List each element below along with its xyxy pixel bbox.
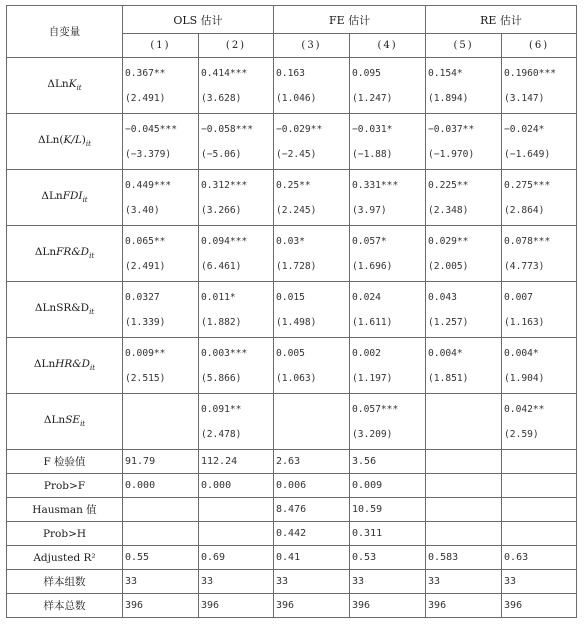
variable-subscript: it [76, 84, 82, 93]
statistic-value: 33 [274, 570, 350, 594]
estimate-cell [123, 114, 199, 170]
variable-suffix: ) [81, 134, 86, 147]
variable-symbol: FDI [62, 190, 83, 203]
t-statistic: (3.147) [504, 92, 545, 104]
estimate-cell [123, 282, 199, 338]
t-statistic: (3.40) [125, 204, 160, 216]
statistic-value: 396 [199, 594, 274, 618]
coefficient: 0.011* [201, 291, 236, 303]
statistic-label: Prob>F [7, 474, 123, 498]
coefficient: 0.043 [428, 291, 457, 303]
t-statistic: (1.611) [352, 316, 393, 328]
coefficient: 0.414*** [201, 67, 248, 79]
column-number: (1) [123, 34, 199, 58]
t-statistic: (1.046) [276, 92, 317, 104]
statistic-value: 0.41 [274, 546, 350, 570]
t-statistic: (3.209) [352, 428, 393, 440]
statistic-value: 396 [274, 594, 350, 618]
statistic-value: 0.009 [350, 474, 426, 498]
t-statistic: (1.247) [352, 92, 393, 104]
variable-name [7, 58, 123, 114]
statistic-value: 0.583 [426, 546, 502, 570]
estimate-cell [502, 338, 577, 394]
variable-subscript: it [85, 140, 91, 149]
statistic-value [502, 498, 577, 522]
estimate-cell [426, 226, 502, 282]
variable-prefix: ΔLnSR&D [34, 302, 90, 315]
variable-prefix: ΔLn [41, 190, 63, 203]
coefficient: 0.312*** [201, 179, 248, 191]
coefficient: 0.25** [276, 179, 311, 191]
t-statistic: (5.866) [201, 372, 242, 384]
statistic-value: 10.59 [350, 498, 426, 522]
coefficient: 0.0327 [125, 291, 160, 303]
coefficient: 0.163 [276, 67, 305, 79]
coefficient: 0.057*** [352, 403, 399, 415]
statistic-row [7, 498, 577, 522]
statistic-value: 112.24 [199, 450, 274, 474]
coefficient: 0.094*** [201, 235, 248, 247]
coefficient: 0.004* [504, 347, 539, 359]
estimate-cell [502, 282, 577, 338]
t-statistic: (1.063) [276, 372, 317, 384]
coefficient: 0.002 [352, 347, 381, 359]
variable-name [7, 394, 123, 450]
t-statistic: (1.339) [125, 316, 166, 328]
t-statistic: (2.491) [125, 260, 166, 272]
variable-name [7, 282, 123, 338]
coefficient: 0.154* [428, 67, 463, 79]
coefficient: 0.009** [125, 347, 166, 359]
variable-subscript: it [89, 308, 95, 317]
estimate-cell [350, 170, 426, 226]
t-statistic: (−1.970) [428, 148, 475, 160]
statistic-row [7, 522, 577, 546]
estimate-cell [199, 226, 274, 282]
statistic-value [123, 522, 199, 546]
coefficient: 0.003*** [201, 347, 248, 359]
t-statistic: (1.882) [201, 316, 242, 328]
variable-symbol: HR&D [55, 358, 91, 371]
column-number: (3) [274, 34, 350, 58]
statistic-value [199, 498, 274, 522]
estimate-cell [350, 394, 426, 450]
estimate-cell [350, 282, 426, 338]
estimate-cell [426, 114, 502, 170]
statistic-label: Hausman 值 [7, 498, 123, 522]
statistic-value: 396 [502, 594, 577, 618]
variable-row [7, 58, 577, 114]
statistic-value [123, 498, 199, 522]
statistic-value [502, 522, 577, 546]
t-statistic: (−3.379) [125, 148, 172, 160]
coefficient: −0.029** [276, 123, 323, 135]
statistic-value: 33 [426, 570, 502, 594]
estimate-cell [123, 170, 199, 226]
statistic-value [502, 474, 577, 498]
t-statistic: (2.005) [428, 260, 469, 272]
variable-name [7, 338, 123, 394]
t-statistic: (2.515) [125, 372, 166, 384]
variable-name [7, 170, 123, 226]
estimate-cell [123, 58, 199, 114]
estimate-cell [199, 114, 274, 170]
column-number: (6) [502, 34, 577, 58]
estimate-cell [274, 226, 350, 282]
t-statistic: (−2.45) [276, 148, 317, 160]
estimate-cell [502, 114, 577, 170]
estimate-cell [274, 114, 350, 170]
estimate-cell [350, 226, 426, 282]
statistic-label: 样本组数 [7, 570, 123, 594]
t-statistic: (−1.649) [504, 148, 551, 160]
statistic-value: 0.311 [350, 522, 426, 546]
estimate-cell [350, 58, 426, 114]
coefficient: 0.091** [201, 403, 242, 415]
statistic-row [7, 546, 577, 570]
t-statistic: (1.257) [428, 316, 469, 328]
estimate-cell [502, 226, 577, 282]
statistic-value [426, 474, 502, 498]
group-header-ols: OLS 估计 [123, 6, 274, 34]
variable-prefix: ΔLn [34, 246, 57, 259]
variable-row [7, 282, 577, 338]
statistic-value [426, 522, 502, 546]
estimate-cell [274, 338, 350, 394]
statistic-value: 0.55 [123, 546, 199, 570]
t-statistic: (1.851) [428, 372, 469, 384]
statistic-value [426, 450, 502, 474]
coefficient: 0.275*** [504, 179, 551, 191]
t-statistic: (1.498) [276, 316, 317, 328]
statistic-value: 0.006 [274, 474, 350, 498]
estimate-cell [502, 394, 577, 450]
t-statistic: (2.348) [428, 204, 469, 216]
statistic-value [502, 450, 577, 474]
t-statistic: (6.461) [201, 260, 242, 272]
variable-symbol: K [68, 78, 77, 91]
estimate-cell [199, 394, 274, 450]
estimate-cell [350, 338, 426, 394]
t-statistic: (1.894) [428, 92, 469, 104]
coefficient: −0.045*** [125, 123, 177, 135]
coefficient: 0.03* [276, 235, 305, 247]
statistic-value: 91.79 [123, 450, 199, 474]
t-statistic: (1.696) [352, 260, 393, 272]
estimate-cell [426, 394, 502, 450]
statistic-value: 8.476 [274, 498, 350, 522]
regression-table [6, 5, 577, 618]
variable-row [7, 170, 577, 226]
t-statistic: (−1.88) [352, 148, 393, 160]
variable-subscript: it [90, 364, 96, 373]
statistic-value: 0.442 [274, 522, 350, 546]
statistic-value: 2.63 [274, 450, 350, 474]
t-statistic: (3.266) [201, 204, 242, 216]
estimate-cell [426, 58, 502, 114]
statistic-value: 33 [199, 570, 274, 594]
statistic-value: 0.63 [502, 546, 577, 570]
estimate-cell [502, 170, 577, 226]
coefficient: 0.225** [428, 179, 469, 191]
coefficient: 0.078*** [504, 235, 551, 247]
statistic-label: 样本总数 [7, 594, 123, 618]
estimate-cell [426, 282, 502, 338]
variable-prefix: ΔLn [47, 78, 69, 91]
estimate-cell [123, 338, 199, 394]
coefficient: 0.331*** [352, 179, 399, 191]
statistic-row [7, 450, 577, 474]
variable-symbol: K/L [63, 134, 82, 147]
t-statistic: (2.864) [504, 204, 545, 216]
coefficient: 0.004* [428, 347, 463, 359]
t-statistic: (1.904) [504, 372, 545, 384]
estimate-cell [123, 394, 199, 450]
column-number: (5) [426, 34, 502, 58]
group-header-re: RE 估计 [426, 6, 577, 34]
t-statistic: (2.478) [201, 428, 242, 440]
t-statistic: (−5.06) [201, 148, 242, 160]
statistic-value: 3.56 [350, 450, 426, 474]
variable-row [7, 338, 577, 394]
estimate-cell [199, 58, 274, 114]
statistic-value: 33 [123, 570, 199, 594]
statistic-value: 0.53 [350, 546, 426, 570]
t-statistic: (2.491) [125, 92, 166, 104]
group-header-row [7, 6, 577, 34]
variable-name [7, 114, 123, 170]
estimate-cell [274, 170, 350, 226]
statistic-value: 396 [123, 594, 199, 618]
variable-prefix: ΔLn [33, 358, 56, 371]
t-statistic: (1.197) [352, 372, 393, 384]
estimate-cell [123, 226, 199, 282]
statistic-value [426, 498, 502, 522]
t-statistic: (1.163) [504, 316, 545, 328]
statistic-value: 0.000 [199, 474, 274, 498]
statistic-value: 396 [426, 594, 502, 618]
t-statistic: (1.728) [276, 260, 317, 272]
variable-subscript: it [80, 420, 86, 429]
coefficient: −0.037** [428, 123, 475, 135]
statistic-row [7, 474, 577, 498]
statistic-value: 33 [350, 570, 426, 594]
estimate-cell [199, 170, 274, 226]
coefficient: −0.024* [504, 123, 545, 135]
t-statistic: (3.97) [352, 204, 387, 216]
statistic-label: Adjusted R² [7, 546, 123, 570]
coefficient: 0.024 [352, 291, 381, 303]
estimate-cell [426, 338, 502, 394]
coefficient: 0.007 [504, 291, 533, 303]
variable-symbol: SE [65, 414, 81, 427]
coefficient: 0.065** [125, 235, 166, 247]
column-number: (4) [350, 34, 426, 58]
variable-subscript: it [89, 252, 95, 261]
estimate-cell [274, 394, 350, 450]
coefficient: 0.449*** [125, 179, 172, 191]
coefficient: 0.042** [504, 403, 545, 415]
coefficient: 0.1960*** [504, 67, 557, 79]
statistic-row [7, 570, 577, 594]
coefficient: −0.031* [352, 123, 393, 135]
estimate-cell [274, 58, 350, 114]
variable-row [7, 114, 577, 170]
statistic-value: 0.000 [123, 474, 199, 498]
statistic-label: F 检验值 [7, 450, 123, 474]
coefficient: 0.005 [276, 347, 305, 359]
corner-label: 自变量 [7, 6, 123, 58]
statistic-label: Prob>H [7, 522, 123, 546]
estimate-cell [502, 58, 577, 114]
variable-name [7, 226, 123, 282]
coefficient: 0.095 [352, 67, 381, 79]
t-statistic: (4.773) [504, 260, 545, 272]
statistic-row [7, 594, 577, 618]
coefficient: 0.015 [276, 291, 305, 303]
statistic-value: 0.69 [199, 546, 274, 570]
estimate-cell [426, 170, 502, 226]
statistic-value [199, 522, 274, 546]
variable-prefix: ΔLn [43, 414, 66, 427]
t-statistic: (2.245) [276, 204, 317, 216]
statistic-value: 33 [502, 570, 577, 594]
estimate-cell [350, 114, 426, 170]
coefficient: 0.029** [428, 235, 469, 247]
coefficient: 0.367** [125, 67, 166, 79]
group-header-fe: FE 估计 [274, 6, 426, 34]
variable-subscript: it [82, 196, 88, 205]
t-statistic: (3.628) [201, 92, 242, 104]
estimate-cell [274, 282, 350, 338]
coefficient: 0.057* [352, 235, 387, 247]
column-number: (2) [199, 34, 274, 58]
variable-row [7, 226, 577, 282]
statistic-value: 396 [350, 594, 426, 618]
coefficient: −0.058*** [201, 123, 253, 135]
estimate-cell [199, 282, 274, 338]
variable-symbol: FR&D [56, 246, 90, 259]
variable-prefix: ΔLn( [38, 134, 64, 147]
t-statistic: (2.59) [504, 428, 539, 440]
variable-row [7, 394, 577, 450]
estimate-cell [199, 338, 274, 394]
